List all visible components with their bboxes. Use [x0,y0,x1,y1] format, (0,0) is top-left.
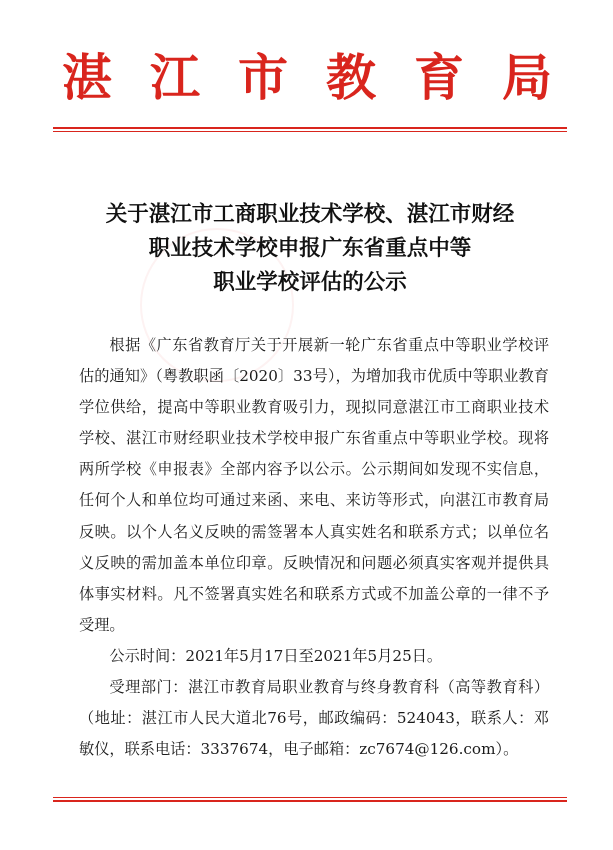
publicity-period: 公示时间：2021年5月17日至2021年5月25日。 [109,646,443,665]
document-body [79,330,549,765]
letterhead-char: 湛 [62,48,112,107]
letterhead-char: 育 [414,48,464,107]
body-paragraph: 根据《广东省教育厅关于开展新一轮广东省重点中等职业学校评估的通知》（粤教职函〔2020〕33号），为增加我市优质中等职业教育学位供给，提高中等职业教育吸引力，现拟同意湛江市工商职业技术学校、湛江市财经职业技术学校申报广东省重点中等职业学校。现将两所学校《申报表》全部内容予以公示。公示期间如发现不实信息，任何个人和单位均可通过来函、来电、来访等形式，向湛江市教育局反映。以个人名义反映的需签署本人真实姓名和联系方式；以单位名义反映的需加盖本单位印章。反映情况和问题必须真实客观并提供具体事实材料。凡不签署真实姓名和联系方式或不加盖公章的一律不予受理。 [79,336,549,634]
letterhead-char: 江 [150,48,200,107]
title-line: 关于湛江市工商职业技术学校、湛江市财经 [105,202,515,227]
header-divider-thin [53,131,567,132]
contact-paragraph: 受理部门：湛江市教育局职业教育与终身教育科（高等教育科）（地址：湛江市人民大道北76号，邮政编码：524043，联系人：邓敏仪，联系电话：3337674，电子邮箱：zc7674@126.com）。 [79,678,549,759]
header-divider-thick [53,127,567,129]
footer-divider-thin [53,797,567,798]
footer-divider-thick [53,800,567,802]
letterhead-char: 局 [502,48,552,107]
letterhead-title [62,50,552,106]
title-line: 职业学校评估的公示 [213,270,407,295]
letterhead-char: 市 [238,48,288,107]
document-title [53,198,567,300]
letterhead-char: 教 [326,48,376,107]
title-line: 职业技术学校申报广东省重点中等 [148,236,472,261]
